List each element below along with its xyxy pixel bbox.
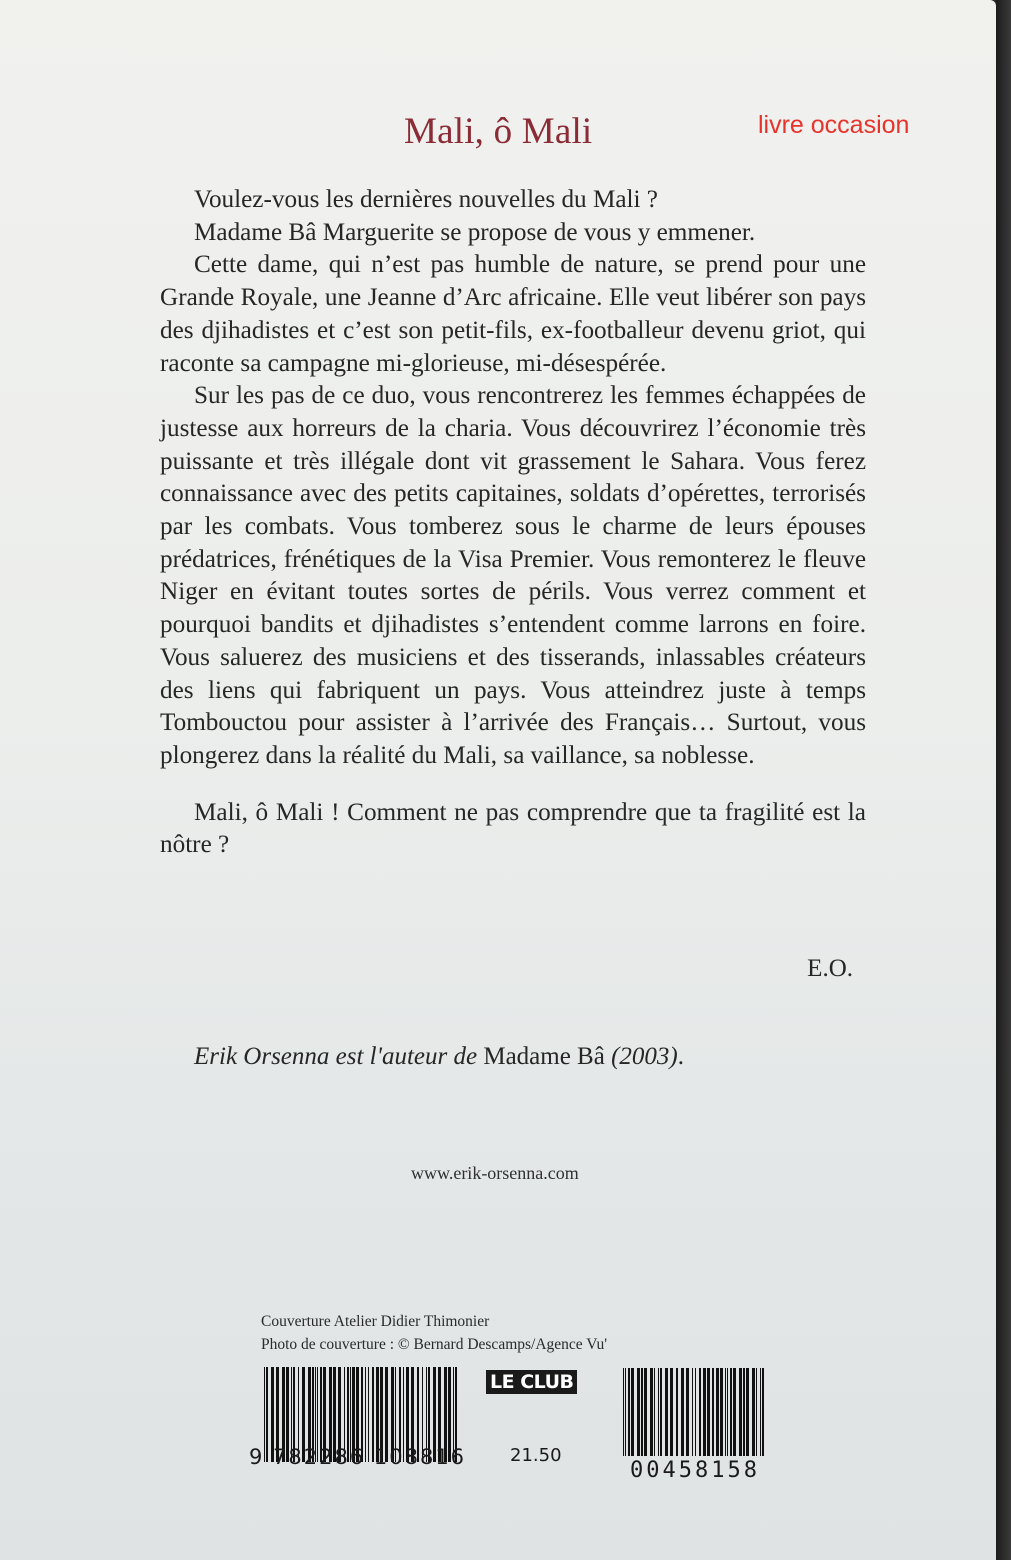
barcode-bar xyxy=(727,1368,728,1456)
club-barcode-icon xyxy=(623,1368,767,1456)
author-note-prefix: Erik Orsenna est l'auteur de xyxy=(194,1043,484,1070)
barcode-bar xyxy=(730,1368,732,1456)
barcode-bar xyxy=(644,1368,647,1456)
barcode-bar xyxy=(660,1368,662,1456)
barcode-bar xyxy=(658,1368,659,1456)
barcode-bar xyxy=(707,1368,710,1456)
barcode-bar xyxy=(739,1368,742,1456)
used-book-stamp: livre occasion xyxy=(758,111,910,139)
barcode-bar xyxy=(637,1368,640,1456)
price: 21.50 xyxy=(510,1445,562,1466)
author-note-suffix: . xyxy=(677,1043,684,1070)
barcode-bar xyxy=(752,1368,755,1456)
barcode-bar xyxy=(756,1368,757,1456)
barcode-bar xyxy=(703,1368,706,1456)
barcode-bar xyxy=(692,1368,693,1456)
isbn-number: 9 782286 108816 xyxy=(249,1445,467,1469)
barcode-bar xyxy=(746,1368,749,1456)
barcode-bar xyxy=(676,1368,678,1456)
book-title: Mali, ô Mali xyxy=(404,111,593,152)
barcode-bar xyxy=(716,1368,719,1456)
blurb-paragraph: Cette dame, qui n’est pas humble de nature, se prend pour une Grande Royale, une Jeanne d’Arc africaine. Elle veut libérer son pays des djihadistes et c’est son petit-fils, ex-footballeur devenu griot, qui raconte sa campagne mi-glorieuse, mi-désespérée. xyxy=(160,251,866,377)
book-edge-shadow xyxy=(996,0,1011,1560)
barcode-bar xyxy=(628,1368,630,1456)
blurb-paragraph: Madame Bâ Marguerite se propose de vous y emmener. xyxy=(194,218,756,246)
barcode-bar xyxy=(623,1368,624,1456)
barcode-bar xyxy=(686,1368,689,1456)
barcode-bar xyxy=(641,1368,643,1456)
cover-credits xyxy=(261,1310,607,1356)
blurb-closing: Mali, ô Mali ! Comment ne pas comprendre que ta fragilité est la nôtre ? xyxy=(160,798,866,859)
barcode-bar xyxy=(762,1368,764,1456)
blurb-signature: E.O. xyxy=(807,955,853,982)
cover-design-credit: Couverture Atelier Didier Thimonier xyxy=(261,1313,490,1330)
barcode-bar xyxy=(760,1368,761,1456)
barcode-bar xyxy=(681,1368,684,1456)
author-note-year: (2003) xyxy=(604,1043,678,1070)
barcode-bar xyxy=(699,1368,701,1456)
barcode-bar xyxy=(654,1368,655,1456)
barcode-bar xyxy=(720,1368,723,1456)
barcode-bar xyxy=(670,1368,673,1456)
blurb-paragraph: Sur les pas de ce duo, vous rencontrerez les femmes échappées de justesse aux horreurs de la charia. Vous découvrirez l’économie très puissante et très illégale dont vit grassement le Sahara. Vous ferez connaissance avec des petits capitaines, soldats d’opérettes, terrorisés par les combats. Vous tomberez sous le charme de leurs épouses prédatrices, frénétiques de la Visa Premier. Vous remonterez le fleuve Niger en évitant toutes sortes de périls. Vous verrez comment et pourquoi bandits et djihadistes s’entendent comme larrons en foire. Vous saluerez des musiciens et des tisserands, inlassables créateurs des liens qui fabriquent un pays. Vous atteindrez juste à temps Tombouctou pour assister à l’arrivée des Français… Surtout, vous plongerez dans la réalité du Mali, sa vaillance, sa noblesse. xyxy=(160,382,866,769)
barcode-bar xyxy=(733,1368,736,1456)
cover-photo-credit: Photo de couverture : © Bernard Descamps/Agence Vu' xyxy=(261,1336,608,1353)
barcode-bar xyxy=(631,1368,634,1456)
barcode-bar xyxy=(625,1368,626,1456)
club-code: 00458158 xyxy=(630,1458,760,1483)
barcode-bar xyxy=(712,1368,714,1456)
barcode-bar xyxy=(743,1368,745,1456)
author-website: www.erik-orsenna.com xyxy=(411,1163,579,1183)
blurb-paragraph: Voulez-vous les dernières nouvelles du Mali ? xyxy=(194,186,658,213)
author-note xyxy=(194,1043,684,1071)
barcode-bar xyxy=(695,1368,696,1456)
blurb xyxy=(160,184,866,862)
barcode-bar xyxy=(665,1368,668,1456)
barcode-bar xyxy=(725,1368,726,1456)
author-note-book: Madame Bâ xyxy=(483,1043,605,1070)
barcode-bar xyxy=(650,1368,653,1456)
publisher-logo: LE CLUB xyxy=(486,1370,577,1394)
